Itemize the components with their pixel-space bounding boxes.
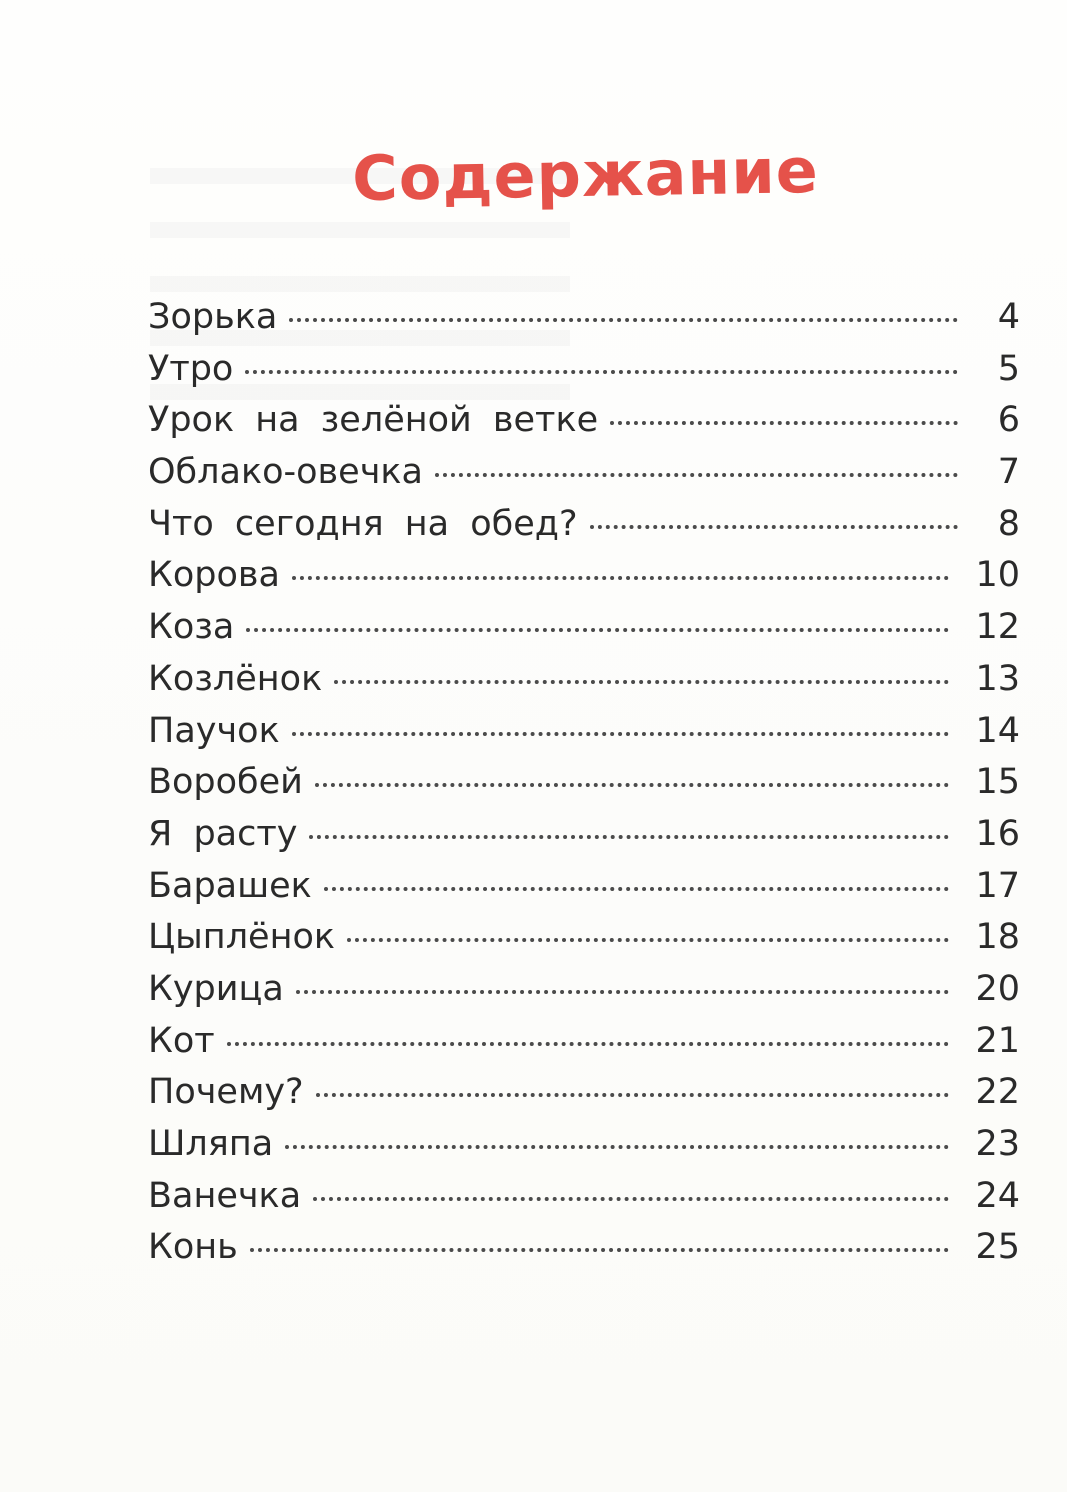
toc-entry-title: Цыплёнок [148, 917, 336, 958]
toc-entry-title: Конь [148, 1227, 238, 1268]
toc-page-number: 24 [975, 1175, 1020, 1216]
toc-entry-title: Курица [148, 968, 284, 1009]
toc-row [148, 499, 1020, 551]
toc-row [148, 654, 1020, 706]
dot-leader [292, 576, 949, 580]
table-of-contents [148, 292, 1020, 1274]
toc-entry-title: Паучок [148, 710, 280, 751]
toc-row [148, 1067, 1020, 1119]
dot-leader [246, 628, 949, 632]
toc-page-number: 23 [975, 1124, 1020, 1164]
toc-page-number: 14 [975, 710, 1020, 751]
dot-leader [292, 732, 950, 736]
toc-entry-title: Что сегодня на обед? [148, 503, 578, 544]
toc-entry-title: Урок на зелёной ветке [148, 400, 599, 441]
toc-page-number: 4 [997, 297, 1020, 337]
toc-row [148, 964, 1020, 1016]
toc-row [148, 912, 1020, 964]
dot-leader [324, 887, 950, 891]
toc-row [148, 1016, 1020, 1068]
toc-page-number: 16 [975, 813, 1020, 854]
toc-page-number: 21 [975, 1020, 1020, 1061]
dot-leader [316, 1093, 950, 1097]
toc-page-number: 22 [975, 1072, 1020, 1113]
toc-row [148, 550, 1020, 602]
toc-entry-title: Корова [148, 555, 280, 596]
toc-entry-title: Кот [148, 1020, 215, 1061]
toc-page-number: 17 [975, 865, 1020, 906]
toc-entry-title: Утро [148, 348, 234, 389]
toc-page-number: 8 [997, 503, 1020, 544]
dot-leader [245, 370, 958, 374]
toc-entry-title: Я расту [148, 813, 298, 854]
dot-leader [296, 990, 950, 994]
toc-row [148, 344, 1020, 396]
toc-row [148, 447, 1020, 499]
toc-row [148, 602, 1020, 654]
toc-entry-title: Шляпа [148, 1124, 274, 1164]
toc-row [148, 706, 1020, 758]
toc-row [148, 809, 1020, 861]
dot-leader [285, 1145, 949, 1149]
toc-page-number: 10 [975, 555, 1020, 596]
toc-entry-title: Барашек [148, 865, 312, 906]
toc-page-number: 13 [975, 658, 1020, 699]
toc-row [148, 292, 1020, 344]
toc-entry-title: Ванечка [148, 1175, 302, 1216]
dot-leader [610, 421, 958, 425]
toc-page-number: 6 [997, 400, 1020, 441]
toc-page-number: 25 [975, 1227, 1020, 1268]
toc-page-number: 18 [975, 917, 1020, 958]
dot-leader [309, 835, 949, 839]
dot-leader [590, 525, 958, 529]
dot-leader [250, 1248, 950, 1252]
toc-entry-title: Козлёнок [148, 658, 323, 699]
toc-entry-title: Воробей [148, 762, 303, 803]
toc-page-number: 7 [997, 452, 1020, 493]
toc-row [148, 861, 1020, 913]
dot-leader [289, 318, 958, 322]
toc-page-number: 20 [975, 968, 1020, 1009]
toc-entry-title: Коза [148, 607, 235, 648]
dot-leader [313, 1197, 949, 1201]
toc-entry-title: Облако-овечка [148, 452, 423, 493]
dot-leader [315, 783, 950, 787]
dot-leader [347, 938, 949, 942]
dot-leader [435, 473, 958, 477]
toc-row [148, 395, 1020, 447]
toc-entry-title: Зорька [148, 297, 278, 337]
contents-title: Содержание [351, 133, 820, 215]
toc-row [148, 1119, 1020, 1171]
toc-entry-title: Почему? [148, 1072, 304, 1113]
dot-leader [227, 1042, 950, 1046]
toc-row [148, 1171, 1020, 1223]
toc-page-number: 12 [975, 607, 1020, 648]
dot-leader [334, 680, 949, 684]
toc-page-number: 15 [975, 762, 1020, 803]
toc-row [148, 757, 1020, 809]
toc-page-number: 5 [997, 348, 1020, 389]
toc-row [148, 1222, 1020, 1274]
